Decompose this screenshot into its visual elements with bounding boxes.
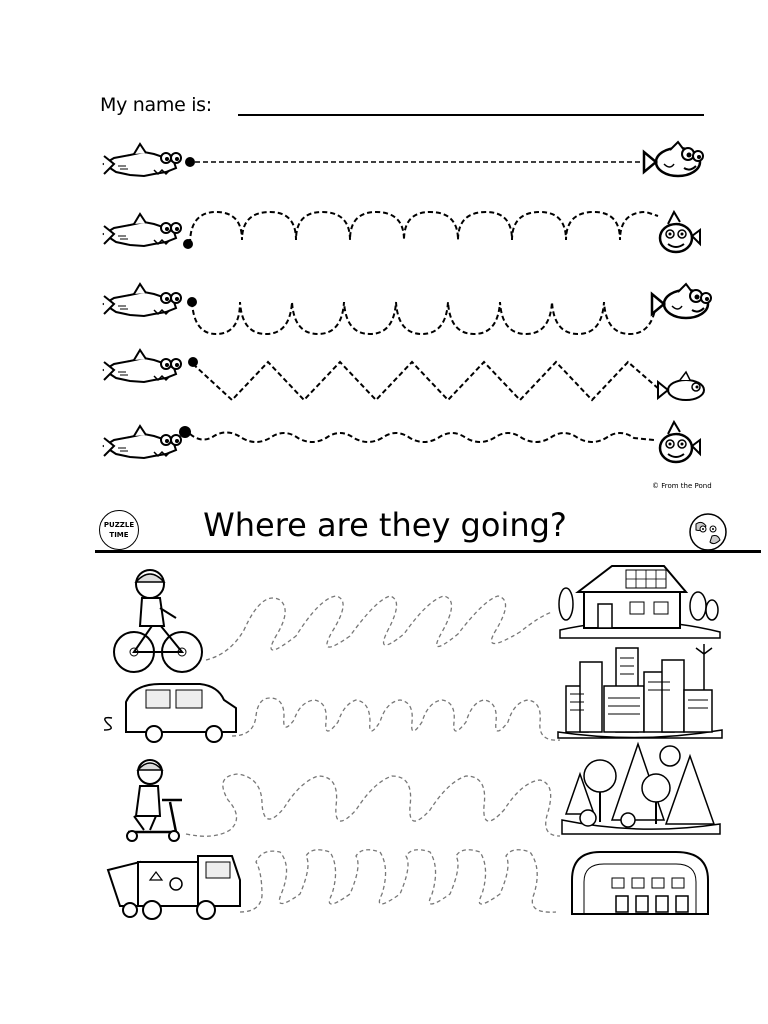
puzzle-time-badge [99,510,139,550]
trace-row-4[interactable] [104,350,704,400]
trace-row-3[interactable] [104,284,711,334]
house-icon [559,566,720,638]
badge-line-1: PUZZLE [103,521,135,529]
credit-text: © From the Pond [652,482,712,490]
forest-icon [562,744,720,834]
scooter-icon [127,760,182,841]
cyclist-icon [114,570,202,672]
car-row[interactable] [104,644,722,742]
name-label: My name is: [100,94,212,116]
trace-row-5[interactable] [104,422,700,462]
truck-row[interactable] [108,850,708,919]
title-divider [95,550,761,553]
garbage-truck-icon [108,856,240,919]
city-icon [558,644,722,738]
worksheet-title: Where are they going? [203,506,567,544]
trace-row-1[interactable] [104,142,703,176]
hangar-icon [572,852,708,914]
badge-line-2: TIME [109,531,129,539]
trace-row-2[interactable] [104,212,700,252]
scooter-row[interactable] [127,744,720,841]
globe-icon [688,512,728,552]
car-icon [104,684,236,742]
